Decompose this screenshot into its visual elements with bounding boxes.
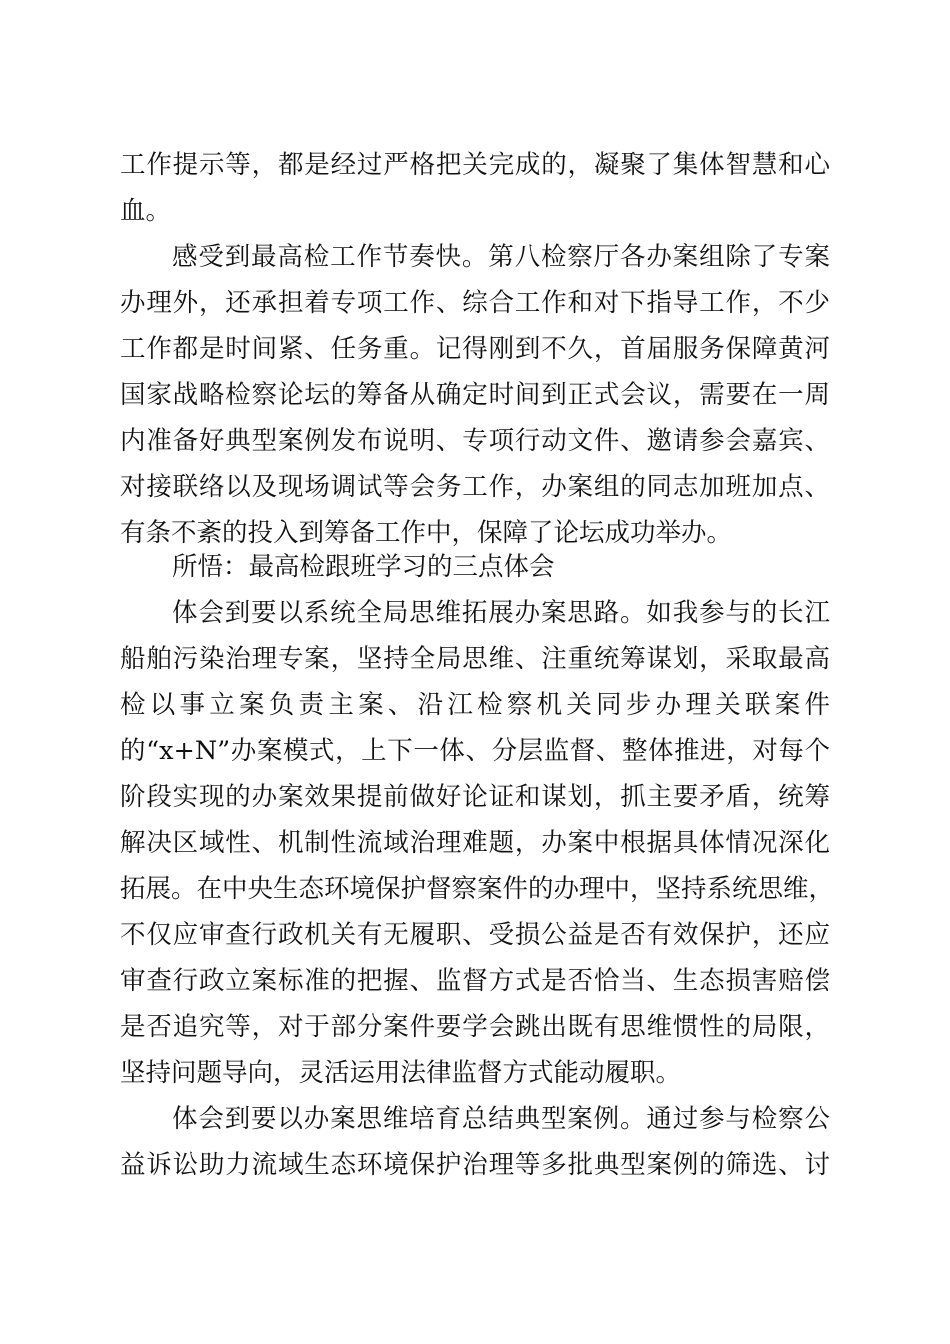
text-line: 工作都是时间紧、任务重。记得刚到不久，首届服务保障黄河 [120, 334, 830, 364]
text-line: 国家战略检察论坛的筹备从确定时间到正式会议，需要在一周 [120, 380, 830, 410]
text-line: 内准备好典型案例发布说明、专项行动文件、邀请参会嘉宾、 [120, 426, 830, 456]
text-line: 的“x+N”办案模式，上下一体、分层监督、整体推进，对每个 [120, 736, 830, 766]
text-line: 血。 [120, 196, 172, 226]
text-line: 有条不紊的投入到筹备工作中，保障了论坛成功举办。 [120, 518, 733, 548]
text-line: 船舶污染治理专案，坚持全局思维、注重统筹谋划，采取最高 [120, 644, 830, 674]
text-line: 拓展。在中央生态环境保护督察案件的办理中，坚持系统思维， [120, 874, 835, 904]
text-line: 益诉讼助力流域生态环境保护治理等多批典型案例的筛选、讨 [120, 1150, 830, 1180]
text-line: 是否追究等，对于部分案件要学会跳出既有思维惯性的局限， [120, 1012, 830, 1042]
paragraph-start-line: 体会到要以系统全局思维拓展办案思路。如我参与的长江 [172, 598, 830, 628]
section-heading: 所悟：最高检跟班学习的三点体会 [172, 552, 555, 582]
text-line: 坚持问题导向，灵活运用法律监督方式能动履职。 [120, 1058, 682, 1088]
paragraph-start-line: 体会到要以办案思维培育总结典型案例。通过参与检察公 [172, 1104, 830, 1134]
text-line: 对接联络以及现场调试等会务工作，办案组的同志加班加点、 [120, 472, 830, 502]
text-line: 阶段实现的办案效果提前做好论证和谋划，抓主要矛盾，统筹 [120, 782, 830, 812]
text-line: 解决区域性、机制性流域治理难题，办案中根据具体情况深化 [120, 828, 830, 858]
text-line: 审查行政立案标准的把握、监督方式是否恰当、生态损害赔偿 [120, 966, 830, 996]
text-line: 办理外，还承担着专项工作、综合工作和对下指导工作，不少 [120, 288, 830, 318]
text-line: 不仅应审查行政机关有无履职、受损公益是否有效保护，还应 [120, 920, 830, 950]
text-line: 检以事立案负责主案、沿江检察机关同步办理关联案件 [120, 690, 830, 720]
paragraph-start-line: 感受到最高检工作节奏快。第八检察厅各办案组除了专案 [172, 242, 830, 272]
text-line: 工作提示等，都是经过严格把关完成的，凝聚了集体智慧和心 [120, 150, 830, 180]
